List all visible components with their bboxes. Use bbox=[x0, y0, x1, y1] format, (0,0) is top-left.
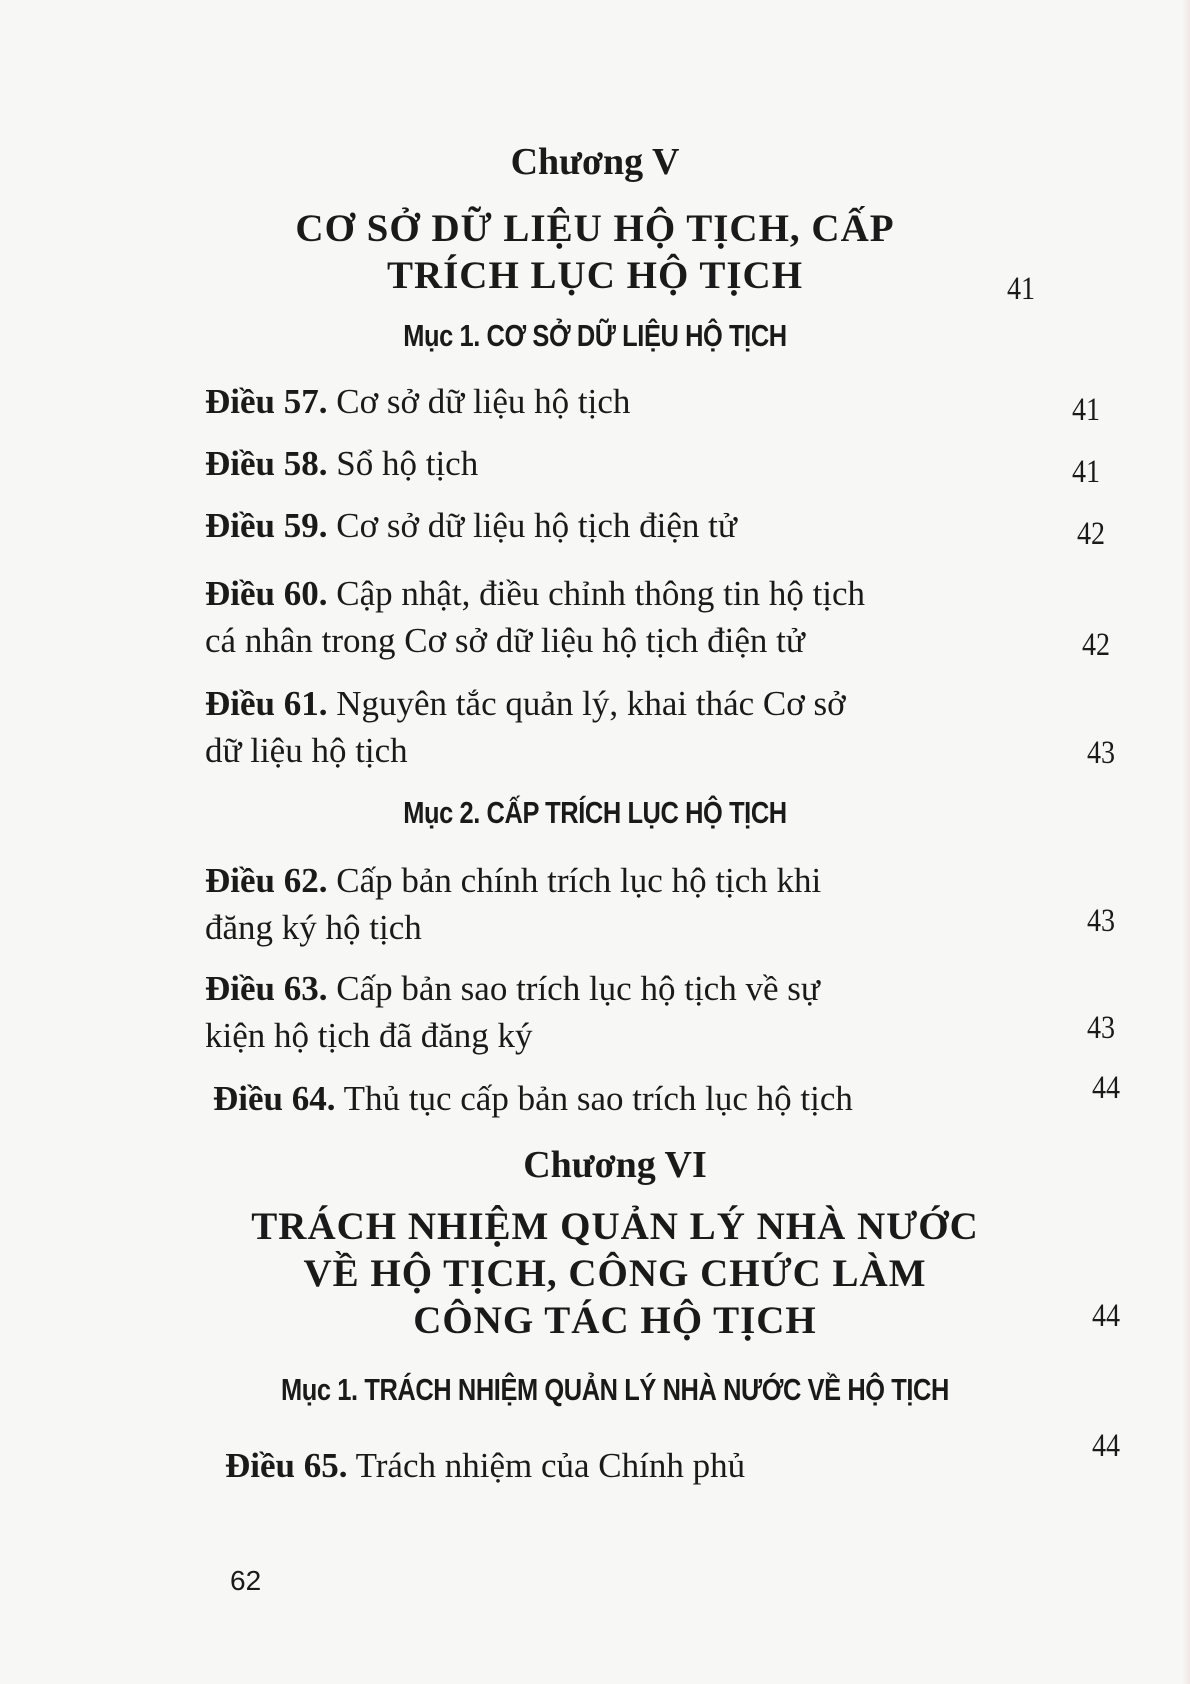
article-title: Thủ tục cấp bản sao trích lục hộ tịch bbox=[343, 1079, 853, 1118]
article-57-page-number: 41 bbox=[1071, 392, 1100, 428]
article-label: Điều 63. bbox=[205, 969, 328, 1008]
article-60-page-number: 42 bbox=[1081, 627, 1110, 663]
article-title-line-2: dữ liệu hộ tịch bbox=[205, 731, 408, 770]
article-title-line-2: kiện hộ tịch đã đăng ký bbox=[205, 1016, 533, 1055]
toc-entry-article-65 bbox=[225, 1442, 1035, 1489]
toc-entry-article-60 bbox=[205, 570, 1010, 617]
toc-entry-article-63-cont bbox=[205, 1012, 1015, 1059]
chapter-6-title-line-3: CÔNG TÁC HỘ TỊCH bbox=[413, 1299, 817, 1342]
article-title-line-1: Cấp bản sao trích lục hộ tịch về sự bbox=[336, 969, 820, 1008]
article-label: Điều 65. bbox=[225, 1446, 348, 1485]
toc-entry-article-63 bbox=[205, 965, 1015, 1012]
article-58-page-number: 41 bbox=[1071, 454, 1100, 490]
toc-entry-article-62 bbox=[205, 857, 1015, 904]
chapter-5-section-2-heading: Mục 2. CẤP TRÍCH LỤC HỘ TỊCH bbox=[403, 795, 787, 830]
toc-entry-article-61 bbox=[205, 680, 1015, 727]
chapter-5-page-number: 41 bbox=[1006, 271, 1035, 307]
article-62-page-number: 43 bbox=[1086, 903, 1115, 939]
article-title-line-1: Cấp bản chính trích lục hộ tịch khi bbox=[336, 861, 822, 900]
chapter-5-title-line-1: CƠ SỞ DỮ LIỆU HỘ TỊCH, CẤP bbox=[295, 207, 895, 250]
article-label: Điều 58. bbox=[205, 444, 328, 483]
toc-entry-article-57 bbox=[205, 378, 1015, 425]
toc-entry-article-58 bbox=[205, 440, 1015, 487]
toc-entry-article-62-cont bbox=[205, 904, 1015, 951]
chapter-5-section-1-heading: Mục 1. CƠ SỞ DỮ LIỆU HỘ TỊCH bbox=[403, 318, 787, 353]
article-label: Điều 62. bbox=[205, 861, 328, 900]
article-label: Điều 59. bbox=[205, 506, 328, 545]
toc-entry-article-64 bbox=[213, 1075, 1023, 1122]
article-label: Điều 64. bbox=[213, 1079, 336, 1118]
page-number-folio: 62 bbox=[230, 1565, 262, 1596]
article-label: Điều 61. bbox=[205, 684, 328, 723]
article-title-line-1: Nguyên tắc quản lý, khai thác Cơ sở bbox=[336, 684, 846, 723]
article-title: Cơ sở dữ liệu hộ tịch điện tử bbox=[336, 506, 737, 545]
chapter-6-page-number: 44 bbox=[1091, 1298, 1120, 1334]
article-title: Trách nhiệm của Chính phủ bbox=[355, 1446, 746, 1485]
article-61-page-number: 43 bbox=[1086, 735, 1115, 771]
chapter-5-title-line-2: TRÍCH LỤC HỘ TỊCH bbox=[386, 254, 804, 297]
article-title-line-2: cá nhân trong Cơ sở dữ liệu hộ tịch điện tử bbox=[205, 621, 805, 660]
article-label: Điều 57. bbox=[205, 382, 328, 421]
toc-entry-article-59 bbox=[205, 502, 1015, 549]
article-label: Điều 60. bbox=[205, 574, 328, 613]
chapter-6-section-1-heading: Mục 1. TRÁCH NHIỆM QUẢN LÝ NHÀ NƯỚC VỀ HỘ TỊCH bbox=[281, 1372, 949, 1407]
chapter-6-heading: Chương VI bbox=[523, 1144, 707, 1186]
article-65-page-number: 44 bbox=[1091, 1428, 1120, 1464]
toc-entry-article-60-cont bbox=[205, 617, 1015, 664]
article-title-line-2: đăng ký hộ tịch bbox=[205, 908, 422, 947]
article-64-page-number: 44 bbox=[1091, 1070, 1120, 1106]
article-59-page-number: 42 bbox=[1076, 516, 1105, 552]
chapter-6-title-line-2: VỀ HỘ TỊCH, CÔNG CHỨC LÀM bbox=[303, 1252, 927, 1295]
article-63-page-number: 43 bbox=[1086, 1010, 1115, 1046]
article-title: Sổ hộ tịch bbox=[336, 444, 479, 483]
article-title-line-1: Cập nhật, điều chỉnh thông tin hộ tịch bbox=[336, 574, 866, 613]
article-title: Cơ sở dữ liệu hộ tịch bbox=[336, 382, 631, 421]
toc-entry-article-61-cont bbox=[205, 727, 1015, 774]
chapter-6-title-line-1: TRÁCH NHIỆM QUẢN LÝ NHÀ NƯỚC bbox=[251, 1205, 979, 1248]
chapter-5-heading: Chương V bbox=[510, 141, 680, 183]
